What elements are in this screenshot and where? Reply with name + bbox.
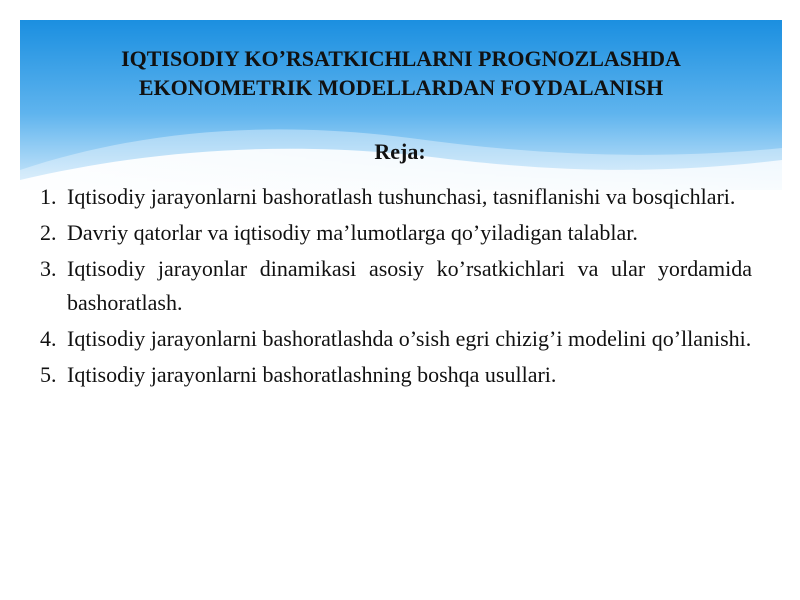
slide-title-line-1: IQTISODIY KOʼRSATKICHLARNI PROGNOZLASHDA	[121, 46, 681, 71]
plan-heading: Reja:	[374, 139, 426, 164]
plan-item-4	[40, 322, 752, 356]
plan-item-number: 1.	[40, 184, 57, 209]
plan-item-1	[40, 180, 752, 214]
plan-item-text: Iqtisodiy jarayonlarni bashoratlash tushunchasi, tasniflanishi va bosqichlari.	[67, 184, 736, 209]
plan-item-number: 5.	[40, 362, 57, 387]
slide-title	[20, 44, 782, 102]
plan-item-5	[40, 358, 752, 392]
plan-item-text: Davriy qatorlar va iqtisodiy ma’lumotlarga qo’yiladigan talablar.	[67, 220, 638, 245]
plan-item-2	[40, 216, 752, 250]
plan-item-text: Iqtisodiy jarayonlarni bashoratlashda o’sish egri chizig’i modelini qo’llanishi.	[67, 326, 752, 351]
plan-item-number: 2.	[40, 220, 57, 245]
plan-item-number: 4.	[40, 326, 57, 351]
slide-title-line-2: EKONOMETRIK MODELLARDAN FOYDALANISH	[138, 75, 664, 100]
plan-item-3	[40, 252, 752, 320]
plan-item-number: 3.	[40, 256, 57, 281]
plan-list	[40, 180, 752, 394]
plan-item-text: Iqtisodiy jarayonlarni bashoratlashning boshqa usullari.	[67, 362, 557, 387]
plan-item-text: Iqtisodiy jarayonlar dinamikasi asosiy ko’rsatkichlari va ular yordamida bashoratlash.	[67, 256, 752, 315]
